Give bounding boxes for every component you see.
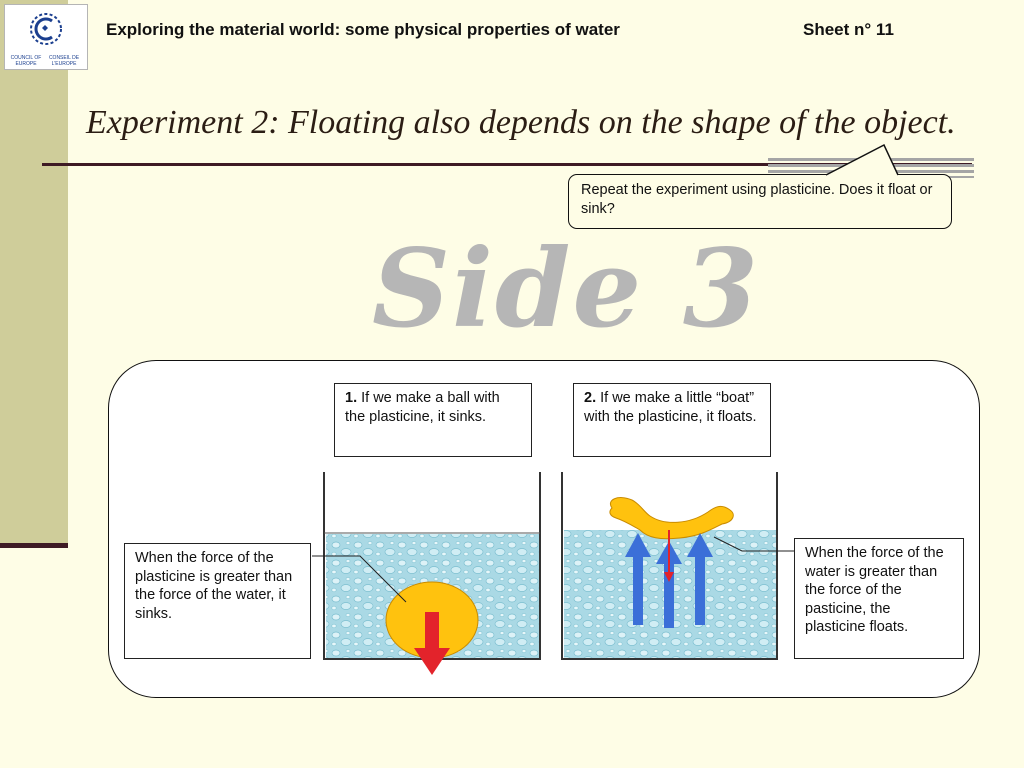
header-topic: Exploring the material world: some physical properties of water [106,20,620,39]
page-title: Experiment 2: Floating also depends on the shape of the object. [86,104,956,141]
step-1-text: If we make a ball with the plasticine, it sinks. [345,390,500,425]
step-2-number: 2. [584,390,597,406]
float-arrows-icon [625,530,713,628]
container-left [324,472,540,675]
step-2-box [573,383,771,457]
sheet-number: Sheet n° 11 [803,20,894,39]
step-2-text: If we make a little “boat” with the plasticine, it floats. [584,390,757,425]
sink-explanation: When the force of the plasticine is greater than the force of the water, it sinks. [124,543,311,659]
step-1-box [334,383,532,457]
side-watermark: Side 3 [372,226,760,352]
callout-text: Repeat the experiment using plasticine. Does it float or sink? [581,182,933,217]
container-right [562,472,777,660]
logo-label-en: COUNCIL OF EUROPE [10,55,42,67]
step-1-number: 1. [345,390,358,406]
float-explanation: When the force of the water is greater than the force of the pasticine, the plasticine floats. [794,538,964,659]
logo-label-fr: CONSEIL DE L'EUROPE [48,55,80,67]
